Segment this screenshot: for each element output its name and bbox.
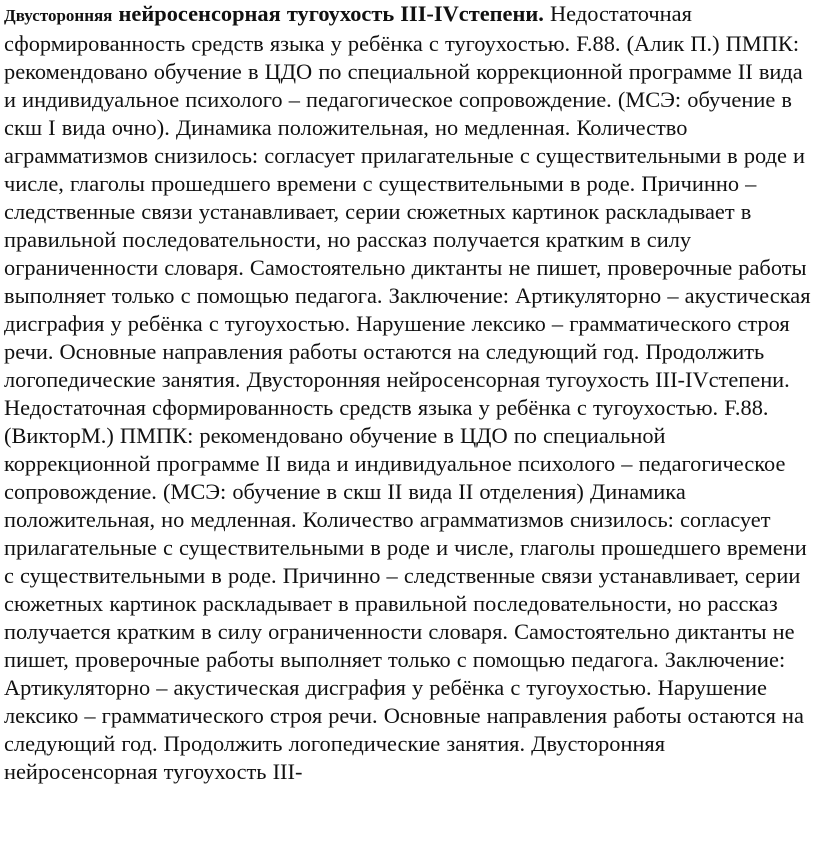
heading-fragment-small: Двусторонняя: [4, 6, 113, 25]
body-text: Недостаточная сформированность средств языка у ребёнка с тугоухостью. F.88. (Алик П.) ПМПК: рекомендовано обучение в ЦДО по специальной коррекционной программе II вида и индивидуальное психолого – педагогическое сопровождение. (МСЭ: обучение в скш I вида очно). Динамика положительная, но медленная. Количество аграмматизмов снизилось: согласует прилагательные с существительными в роде и числе, глаголы прошедшего времени с существительными в роде. Причинно – следственные связи устанавливает, серии сюжетных картинок раскладывает в правильной последовательности, но рассказ получается кратким в силу ограниченности словаря. Самостоятельно диктанты не пишет, проверочные работы выполняет только с помощью педагога. Заключение: Артикуляторно – акустическая дисграфия у ребёнка с тугоухостью. Нарушение лексико – грамматического строя речи. Основные направления работы остаются на следующий год. Продолжить логопедические занятия. Двусторонняя нейросенсорная тугоухость III-IVстепени. Недостаточная сформированность средств языка у ребёнка с тугоухостью. F.88. (ВикторМ.) ПМПК: рекомендовано обучение в ЦДО по специальной коррекционной программе II вида и индивидуальное психолого – педагогическое сопровождение. (МСЭ: обучение в скш II вида II отделения) Динамика положительная, но медленная. Количество аграмматизмов снизилось: согласует прилагательные с существительными в роде и числе, глаголы прошедшего времени с существительными в роде. Причинно – следственные связи устанавливает, серии сюжетных картинок раскладывает в правильной последовательности, но рассказ получается кратким в силу ограниченности словаря. Самостоятельно диктанты не пишет, проверочные работы выполняет только с помощью педагога. Заключение: Артикуляторно – акустическая дисграфия у ребёнка с тугоухостью. Нарушение лексико – грамматического строя речи. Основные направления работы остаются на следующий год. Продолжить логопедические занятия. Двусторонняя нейросенсорная тугоухость III-: [4, 1, 811, 784]
document-paragraph: [4, 0, 812, 786]
document-page: [4, 0, 812, 844]
heading-fragment: нейросенсорная тугоухость III-IVстепени.: [118, 1, 544, 26]
